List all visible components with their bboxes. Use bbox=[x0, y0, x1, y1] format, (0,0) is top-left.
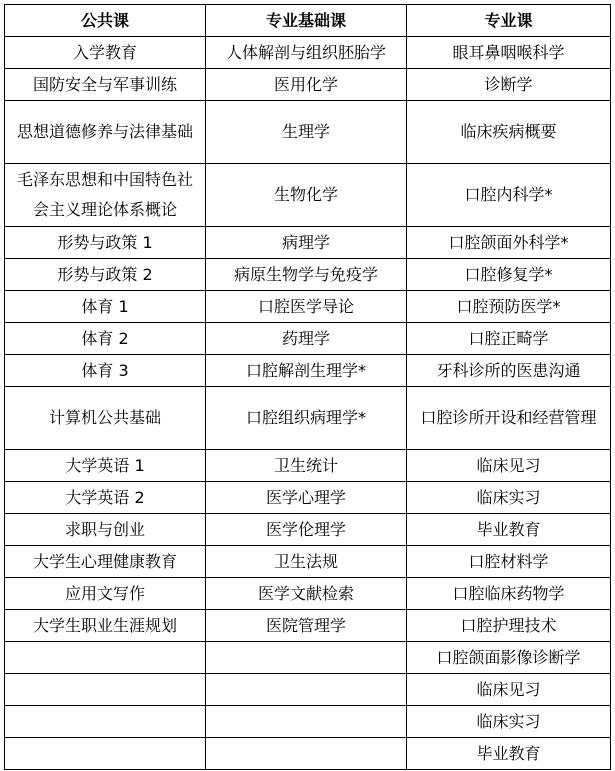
table-cell: 临床见习 bbox=[407, 674, 611, 706]
table-row bbox=[5, 387, 611, 450]
table-cell: 口腔正畸学 bbox=[407, 323, 611, 355]
table-cell: 临床实习 bbox=[407, 482, 611, 514]
table-row bbox=[5, 227, 611, 259]
table-cell: 思想道德修养与法律基础 bbox=[5, 101, 206, 164]
table-cell: 国防安全与军事训练 bbox=[5, 69, 206, 101]
table-cell: 大学英语 1 bbox=[5, 450, 206, 482]
table-cell: 药理学 bbox=[206, 323, 407, 355]
table-row bbox=[5, 69, 611, 101]
table-row bbox=[5, 546, 611, 578]
table-cell bbox=[5, 674, 206, 706]
table-cell: 临床见习 bbox=[407, 450, 611, 482]
table-cell: 人体解剖与组织胚胎学 bbox=[206, 37, 407, 69]
table-cell: 医学伦理学 bbox=[206, 514, 407, 546]
table-cell: 口腔材料学 bbox=[407, 546, 611, 578]
table-cell: 入学教育 bbox=[5, 37, 206, 69]
header-public-courses: 公共课 bbox=[5, 5, 206, 37]
table-cell bbox=[206, 738, 407, 770]
table-cell: 形势与政策 2 bbox=[5, 259, 206, 291]
table-cell: 病原生物学与免疫学 bbox=[206, 259, 407, 291]
table-cell: 口腔医学导论 bbox=[206, 291, 407, 323]
table-cell: 计算机公共基础 bbox=[5, 387, 206, 450]
table-cell bbox=[5, 642, 206, 674]
table-cell: 应用文写作 bbox=[5, 578, 206, 610]
table-cell: 医学文献检索 bbox=[206, 578, 407, 610]
table-cell: 医用化学 bbox=[206, 69, 407, 101]
table-cell bbox=[5, 738, 206, 770]
table-row bbox=[5, 514, 611, 546]
table-cell: 大学生职业生涯规划 bbox=[5, 610, 206, 642]
table-cell: 生物化学 bbox=[206, 164, 407, 227]
table-cell: 口腔颌面外科学* bbox=[407, 227, 611, 259]
table-cell: 卫生统计 bbox=[206, 450, 407, 482]
table-cell bbox=[206, 706, 407, 738]
table-row bbox=[5, 259, 611, 291]
table-cell: 临床实习 bbox=[407, 706, 611, 738]
header-professional-basic-courses: 专业基础课 bbox=[206, 5, 407, 37]
header-row bbox=[5, 5, 611, 37]
header-professional-courses: 专业课 bbox=[407, 5, 611, 37]
table-cell: 毕业教育 bbox=[407, 738, 611, 770]
table-cell: 毛泽东思想和中国特色社会主义理论体系概论 bbox=[5, 164, 206, 227]
table-row bbox=[5, 674, 611, 706]
table-cell: 口腔预防医学* bbox=[407, 291, 611, 323]
table-cell: 体育 2 bbox=[5, 323, 206, 355]
table-row bbox=[5, 37, 611, 69]
table-cell bbox=[206, 642, 407, 674]
table-cell: 口腔内科学* bbox=[407, 164, 611, 227]
table-row bbox=[5, 355, 611, 387]
table-cell: 体育 3 bbox=[5, 355, 206, 387]
table-cell: 诊断学 bbox=[407, 69, 611, 101]
table-cell: 大学生心理健康教育 bbox=[5, 546, 206, 578]
table-cell: 口腔修复学* bbox=[407, 259, 611, 291]
table-cell: 医院管理学 bbox=[206, 610, 407, 642]
table-row bbox=[5, 450, 611, 482]
table-cell: 口腔诊所开设和经营管理 bbox=[407, 387, 611, 450]
course-table bbox=[4, 4, 611, 770]
table-cell: 医学心理学 bbox=[206, 482, 407, 514]
table-cell bbox=[5, 706, 206, 738]
table-cell: 形势与政策 1 bbox=[5, 227, 206, 259]
table-cell: 口腔护理技术 bbox=[407, 610, 611, 642]
table-cell: 眼耳鼻咽喉科学 bbox=[407, 37, 611, 69]
table-cell: 口腔颌面影像诊断学 bbox=[407, 642, 611, 674]
table-cell: 口腔解剖生理学* bbox=[206, 355, 407, 387]
table-cell: 大学英语 2 bbox=[5, 482, 206, 514]
table-row bbox=[5, 482, 611, 514]
table-row bbox=[5, 291, 611, 323]
table-row bbox=[5, 578, 611, 610]
table-cell: 牙科诊所的医患沟通 bbox=[407, 355, 611, 387]
table-row bbox=[5, 323, 611, 355]
table-row bbox=[5, 101, 611, 164]
table-cell: 求职与创业 bbox=[5, 514, 206, 546]
table-cell: 毕业教育 bbox=[407, 514, 611, 546]
table-row bbox=[5, 610, 611, 642]
table-cell: 卫生法规 bbox=[206, 546, 407, 578]
table-row bbox=[5, 706, 611, 738]
table-cell: 临床疾病概要 bbox=[407, 101, 611, 164]
table-cell: 体育 1 bbox=[5, 291, 206, 323]
table-cell: 口腔临床药物学 bbox=[407, 578, 611, 610]
table-row bbox=[5, 164, 611, 227]
table-row bbox=[5, 738, 611, 770]
table-cell: 口腔组织病理学* bbox=[206, 387, 407, 450]
table-row bbox=[5, 642, 611, 674]
table-cell: 生理学 bbox=[206, 101, 407, 164]
table-cell bbox=[206, 674, 407, 706]
table-cell: 病理学 bbox=[206, 227, 407, 259]
